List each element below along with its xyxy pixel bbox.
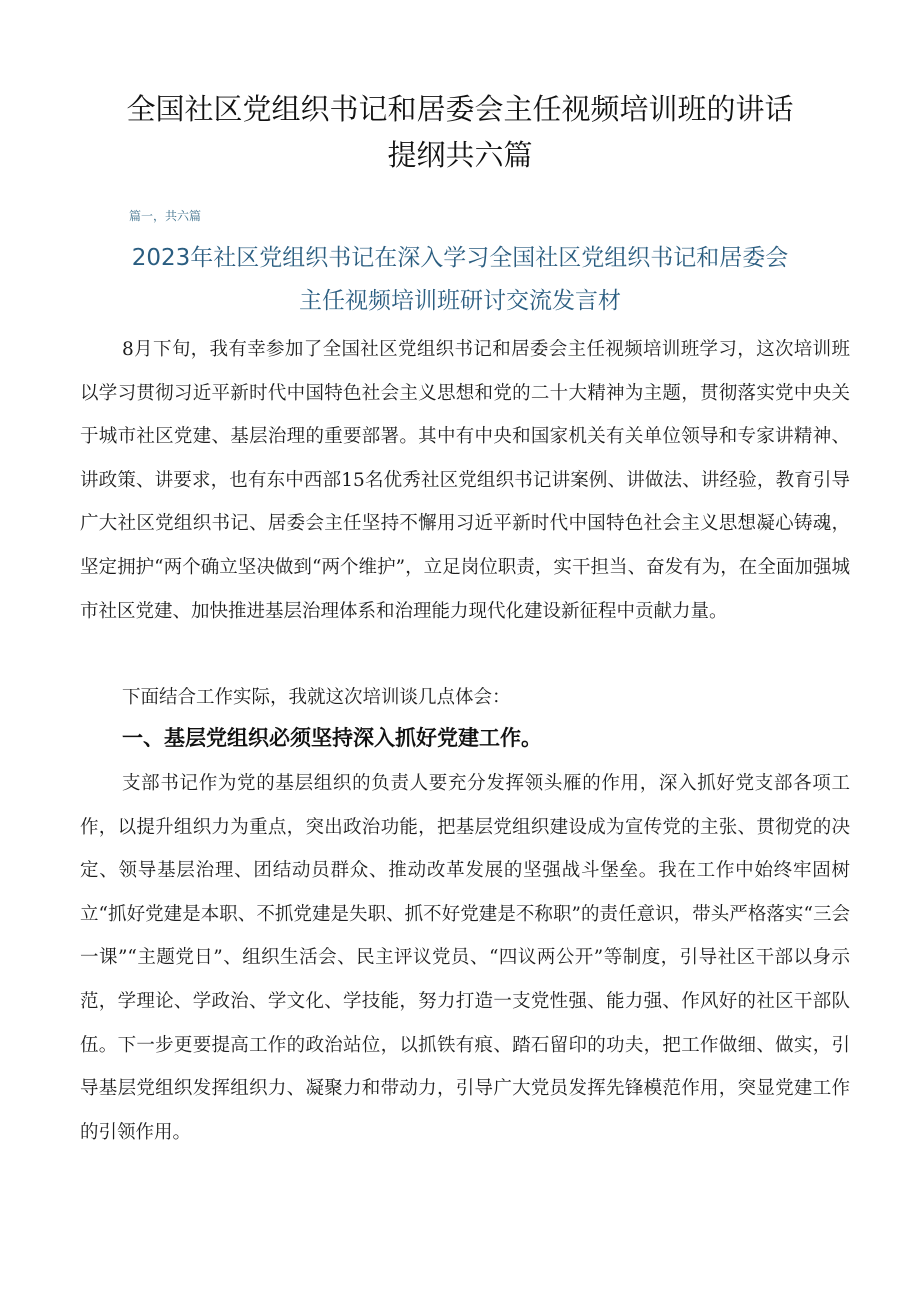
subtitle-line2: 主任视频培训班研讨交流发言材 — [299, 288, 621, 314]
paragraph-transition: 下面结合工作实际，我就这次培训谈几点体会： — [122, 687, 511, 708]
document-title-line1: 全国社区党组织书记和居委会主任视频培训班的讲话 — [126, 92, 794, 126]
paragraph-intro: 8月下旬，我有幸参加了全国社区党组织书记和居委会主任视频培训班学习，这次培训班以学习贯彻习近平新时代中国特色社会主义思想和党的二十大精神为主题，贯彻落实党中央关于城市社区党建、基层治理的重要部署。其中有中央和国家机关有关单位领导和专家讲精神、讲政策、讲要求，也有东中西部15名优秀社区党组织书记讲案例、讲做法、讲经验，教育引导广大社区党组织书记、居委会主任坚持不懈用习近平新时代中国特色社会主义思想凝心铸魂，坚定拥护“两个确立坚决做到“两个维护”，立足岗位职责，实干担当、奋发有为，在全面加强城市社区党建、加快推进基层治理体系和治理能力现代化建设新征程中贡献力量。 — [80, 339, 850, 622]
subtitle-line1: 2023年社区党组织书记在深入学习全国社区党组织书记和居委会 — [131, 245, 789, 271]
section-tag: 篇一，共六篇 — [129, 209, 202, 223]
paragraph-party-building: 支部书记作为党的基层组织的负责人要充分发挥领头雁的作用，深入抓好党支部各项工作，以提升组织力为重点，突出政治功能，把基层党组织建设成为宣传党的主张、贯彻党的决定、领导基层治理、团结动员群众、推动改革发展的坚强战斗堡垒。我在工作中始终牢固树立“抓好党建是本职、不抓党建是失职、抓不好党建是不称职”的责任意识，带头严格落实“三会一课”“主题党日”、组织生活会、民主评议党员、“四议两公开”等制度，引导社区干部以身示范，学理论、学政治、学文化、学技能，努力打造一支党性强、能力强、作风好的社区干部队伍。下一步更要提高工作的政治站位，以抓铁有痕、踏石留印的功夫，把工作做细、做实，引导基层党组织发挥组织力、凝聚力和带动力，引导广大党员发挥先锋模范作用，突显党建工作的引领作用。 — [80, 773, 850, 1143]
section-heading-1: 一、基层党组织必须坚持深入抓好党建工作。 — [122, 726, 542, 750]
document-title-line2: 提纲共六篇 — [387, 138, 533, 172]
